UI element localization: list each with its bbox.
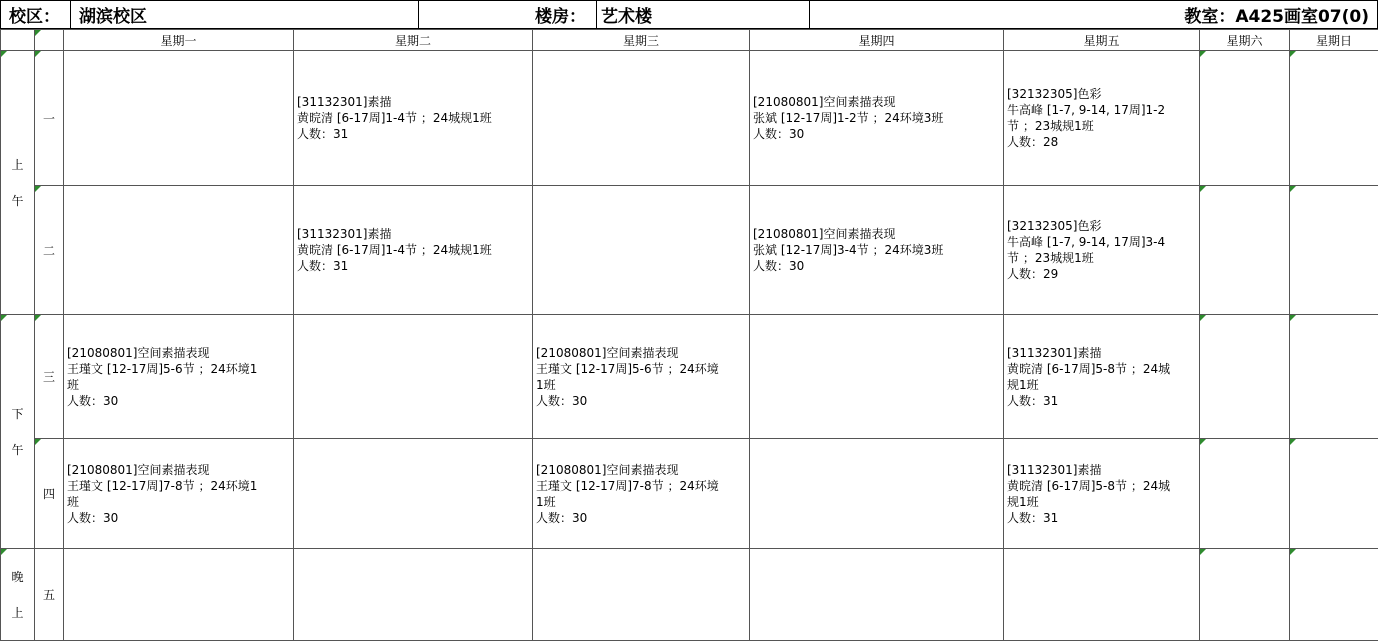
course-detail: 节 ；23城规1班 — [1007, 119, 1094, 133]
course-detail: 节 ；23城规1班 — [1007, 251, 1094, 265]
course-count: 人数：30 — [536, 393, 588, 408]
day-header-sat: 星期六 — [1200, 30, 1290, 51]
day-header-wed: 星期三 — [533, 30, 750, 51]
slot-mon-2[interactable] — [64, 186, 294, 315]
slot-tue-4[interactable] — [294, 439, 533, 549]
slot-wed-1[interactable] — [533, 51, 750, 186]
slot-wed-4[interactable] — [533, 439, 750, 549]
slot-fri-5[interactable] — [1004, 549, 1200, 641]
course-detail: 黄晥清 [6-17周]1-4节 ；24城规1班 — [297, 111, 492, 125]
section-pm: 下 午 — [1, 315, 35, 549]
corner-cell — [35, 30, 64, 51]
course-count: 人数：30 — [536, 510, 588, 525]
course-detail: 1班 — [536, 377, 556, 392]
course-detail: 班 — [67, 377, 80, 392]
course-code: [32132305]色彩 — [1007, 219, 1102, 233]
slot-sun-1[interactable] — [1290, 51, 1378, 186]
course-code: [31132301]素描 — [1007, 462, 1102, 477]
course-detail: 牛高峰 [1-7, 9-14, 17周]3-4 — [1007, 235, 1166, 249]
slot-fri-4[interactable] — [1004, 439, 1200, 549]
course-detail: 王瑾文 [12-17周]7-8节 ；24环境 — [536, 478, 719, 493]
campus-value: 湖滨校区 — [70, 0, 418, 29]
course-count: 人数：30 — [753, 127, 805, 141]
course-detail: 规1班 — [1007, 494, 1039, 509]
room-info: 教室：A425画室07(0) — [809, 0, 1378, 29]
period-row-5 — [1, 549, 1378, 641]
course-count: 人数：31 — [297, 259, 349, 273]
day-header-sun: 星期日 — [1290, 30, 1378, 51]
slot-tue-2[interactable] — [294, 186, 533, 315]
course-detail: 王瑾文 [12-17周]5-6节 ；24环境1 — [67, 361, 258, 376]
building-value: 艺术楼 — [596, 0, 809, 29]
period-row-1 — [1, 51, 1378, 186]
period-label-3: 三 — [35, 315, 64, 439]
course-count: 人数：28 — [1007, 135, 1059, 149]
slot-mon-5[interactable] — [64, 549, 294, 641]
course-detail: 张斌 [12-17周]3-4节 ；24环境3班 — [753, 243, 944, 257]
course-code: [21080801]空间素描表现 — [67, 345, 210, 360]
course-count: 人数：31 — [297, 127, 349, 141]
period-row-4 — [1, 439, 1378, 549]
slot-thu-3[interactable] — [750, 315, 1004, 439]
course-code: [21080801]空间素描表现 — [753, 227, 896, 241]
course-detail: 班 — [67, 494, 80, 509]
course-count: 人数：30 — [67, 393, 119, 408]
day-header-mon: 星期一 — [64, 30, 294, 51]
corner-cell — [1, 30, 35, 51]
slot-sat-3[interactable] — [1200, 315, 1290, 439]
day-header-fri: 星期五 — [1004, 30, 1200, 51]
course-code: [21080801]空间素描表现 — [536, 462, 679, 477]
section-evening: 晚 上 — [1, 549, 35, 641]
course-code: [32132305]色彩 — [1007, 87, 1102, 101]
course-count: 人数：29 — [1007, 267, 1059, 281]
slot-thu-5[interactable] — [750, 549, 1004, 641]
period-label-1: 一 — [35, 51, 64, 186]
period-row-2 — [1, 186, 1378, 315]
slot-tue-1[interactable] — [294, 51, 533, 186]
course-count: 人数：30 — [67, 510, 119, 525]
slot-tue-5[interactable] — [294, 549, 533, 641]
course-detail: 王瑾文 [12-17周]5-6节 ；24环境 — [536, 361, 719, 376]
course-detail: 王瑾文 [12-17周]7-8节 ；24环境1 — [67, 478, 258, 493]
slot-sun-4[interactable] — [1290, 439, 1378, 549]
weekday-header-row — [1, 30, 1378, 51]
slot-tue-3[interactable] — [294, 315, 533, 439]
schedule-grid — [0, 29, 1378, 641]
course-detail: 张斌 [12-17周]1-2节 ；24环境3班 — [753, 111, 944, 125]
course-count: 人数：31 — [1007, 510, 1059, 525]
course-detail: 黄晥清 [6-17周]5-8节 ；24城 — [1007, 361, 1171, 376]
course-detail: 黄晥清 [6-17周]1-4节 ；24城规1班 — [297, 243, 492, 257]
slot-sat-2[interactable] — [1200, 186, 1290, 315]
period-label-5: 五 — [35, 549, 64, 641]
day-header-thu: 星期四 — [750, 30, 1004, 51]
course-code: [31132301]素描 — [297, 95, 392, 109]
slot-thu-4[interactable] — [750, 439, 1004, 549]
period-label-4: 四 — [35, 439, 64, 549]
course-count: 人数：31 — [1007, 393, 1059, 408]
slot-fri-3[interactable] — [1004, 315, 1200, 439]
slot-fri-2[interactable] — [1004, 186, 1200, 315]
slot-sun-5[interactable] — [1290, 549, 1378, 641]
course-code: [21080801]空间素描表现 — [753, 95, 896, 109]
slot-thu-1[interactable] — [750, 51, 1004, 186]
course-detail: 牛高峰 [1-7, 9-14, 17周]1-2 — [1007, 103, 1166, 117]
course-detail: 规1班 — [1007, 377, 1039, 392]
period-label-2: 二 — [35, 186, 64, 315]
period-row-3 — [1, 315, 1378, 439]
course-code: [21080801]空间素描表现 — [67, 462, 210, 477]
slot-mon-4[interactable] — [64, 439, 294, 549]
course-code: [31132301]素描 — [297, 227, 392, 241]
building-label: 楼房： — [418, 0, 596, 29]
slot-wed-2[interactable] — [533, 186, 750, 315]
slot-sun-3[interactable] — [1290, 315, 1378, 439]
slot-sat-1[interactable] — [1200, 51, 1290, 186]
slot-sat-5[interactable] — [1200, 549, 1290, 641]
course-code: [21080801]空间素描表现 — [536, 345, 679, 360]
course-code: [31132301]素描 — [1007, 345, 1102, 360]
slot-fri-1[interactable] — [1004, 51, 1200, 186]
slot-sat-4[interactable] — [1200, 439, 1290, 549]
day-header-tue: 星期二 — [294, 30, 533, 51]
slot-mon-3[interactable] — [64, 315, 294, 439]
course-detail: 1班 — [536, 494, 556, 509]
slot-mon-1[interactable] — [64, 51, 294, 186]
slot-wed-3[interactable] — [533, 315, 750, 439]
course-count: 人数：30 — [753, 259, 805, 273]
section-am: 上 午 — [1, 51, 35, 315]
slot-wed-5[interactable] — [533, 549, 750, 641]
course-detail: 黄晥清 [6-17周]5-8节 ；24城 — [1007, 478, 1171, 493]
slot-thu-2[interactable] — [750, 186, 1004, 315]
campus-label: 校区： — [0, 0, 70, 29]
slot-sun-2[interactable] — [1290, 186, 1378, 315]
